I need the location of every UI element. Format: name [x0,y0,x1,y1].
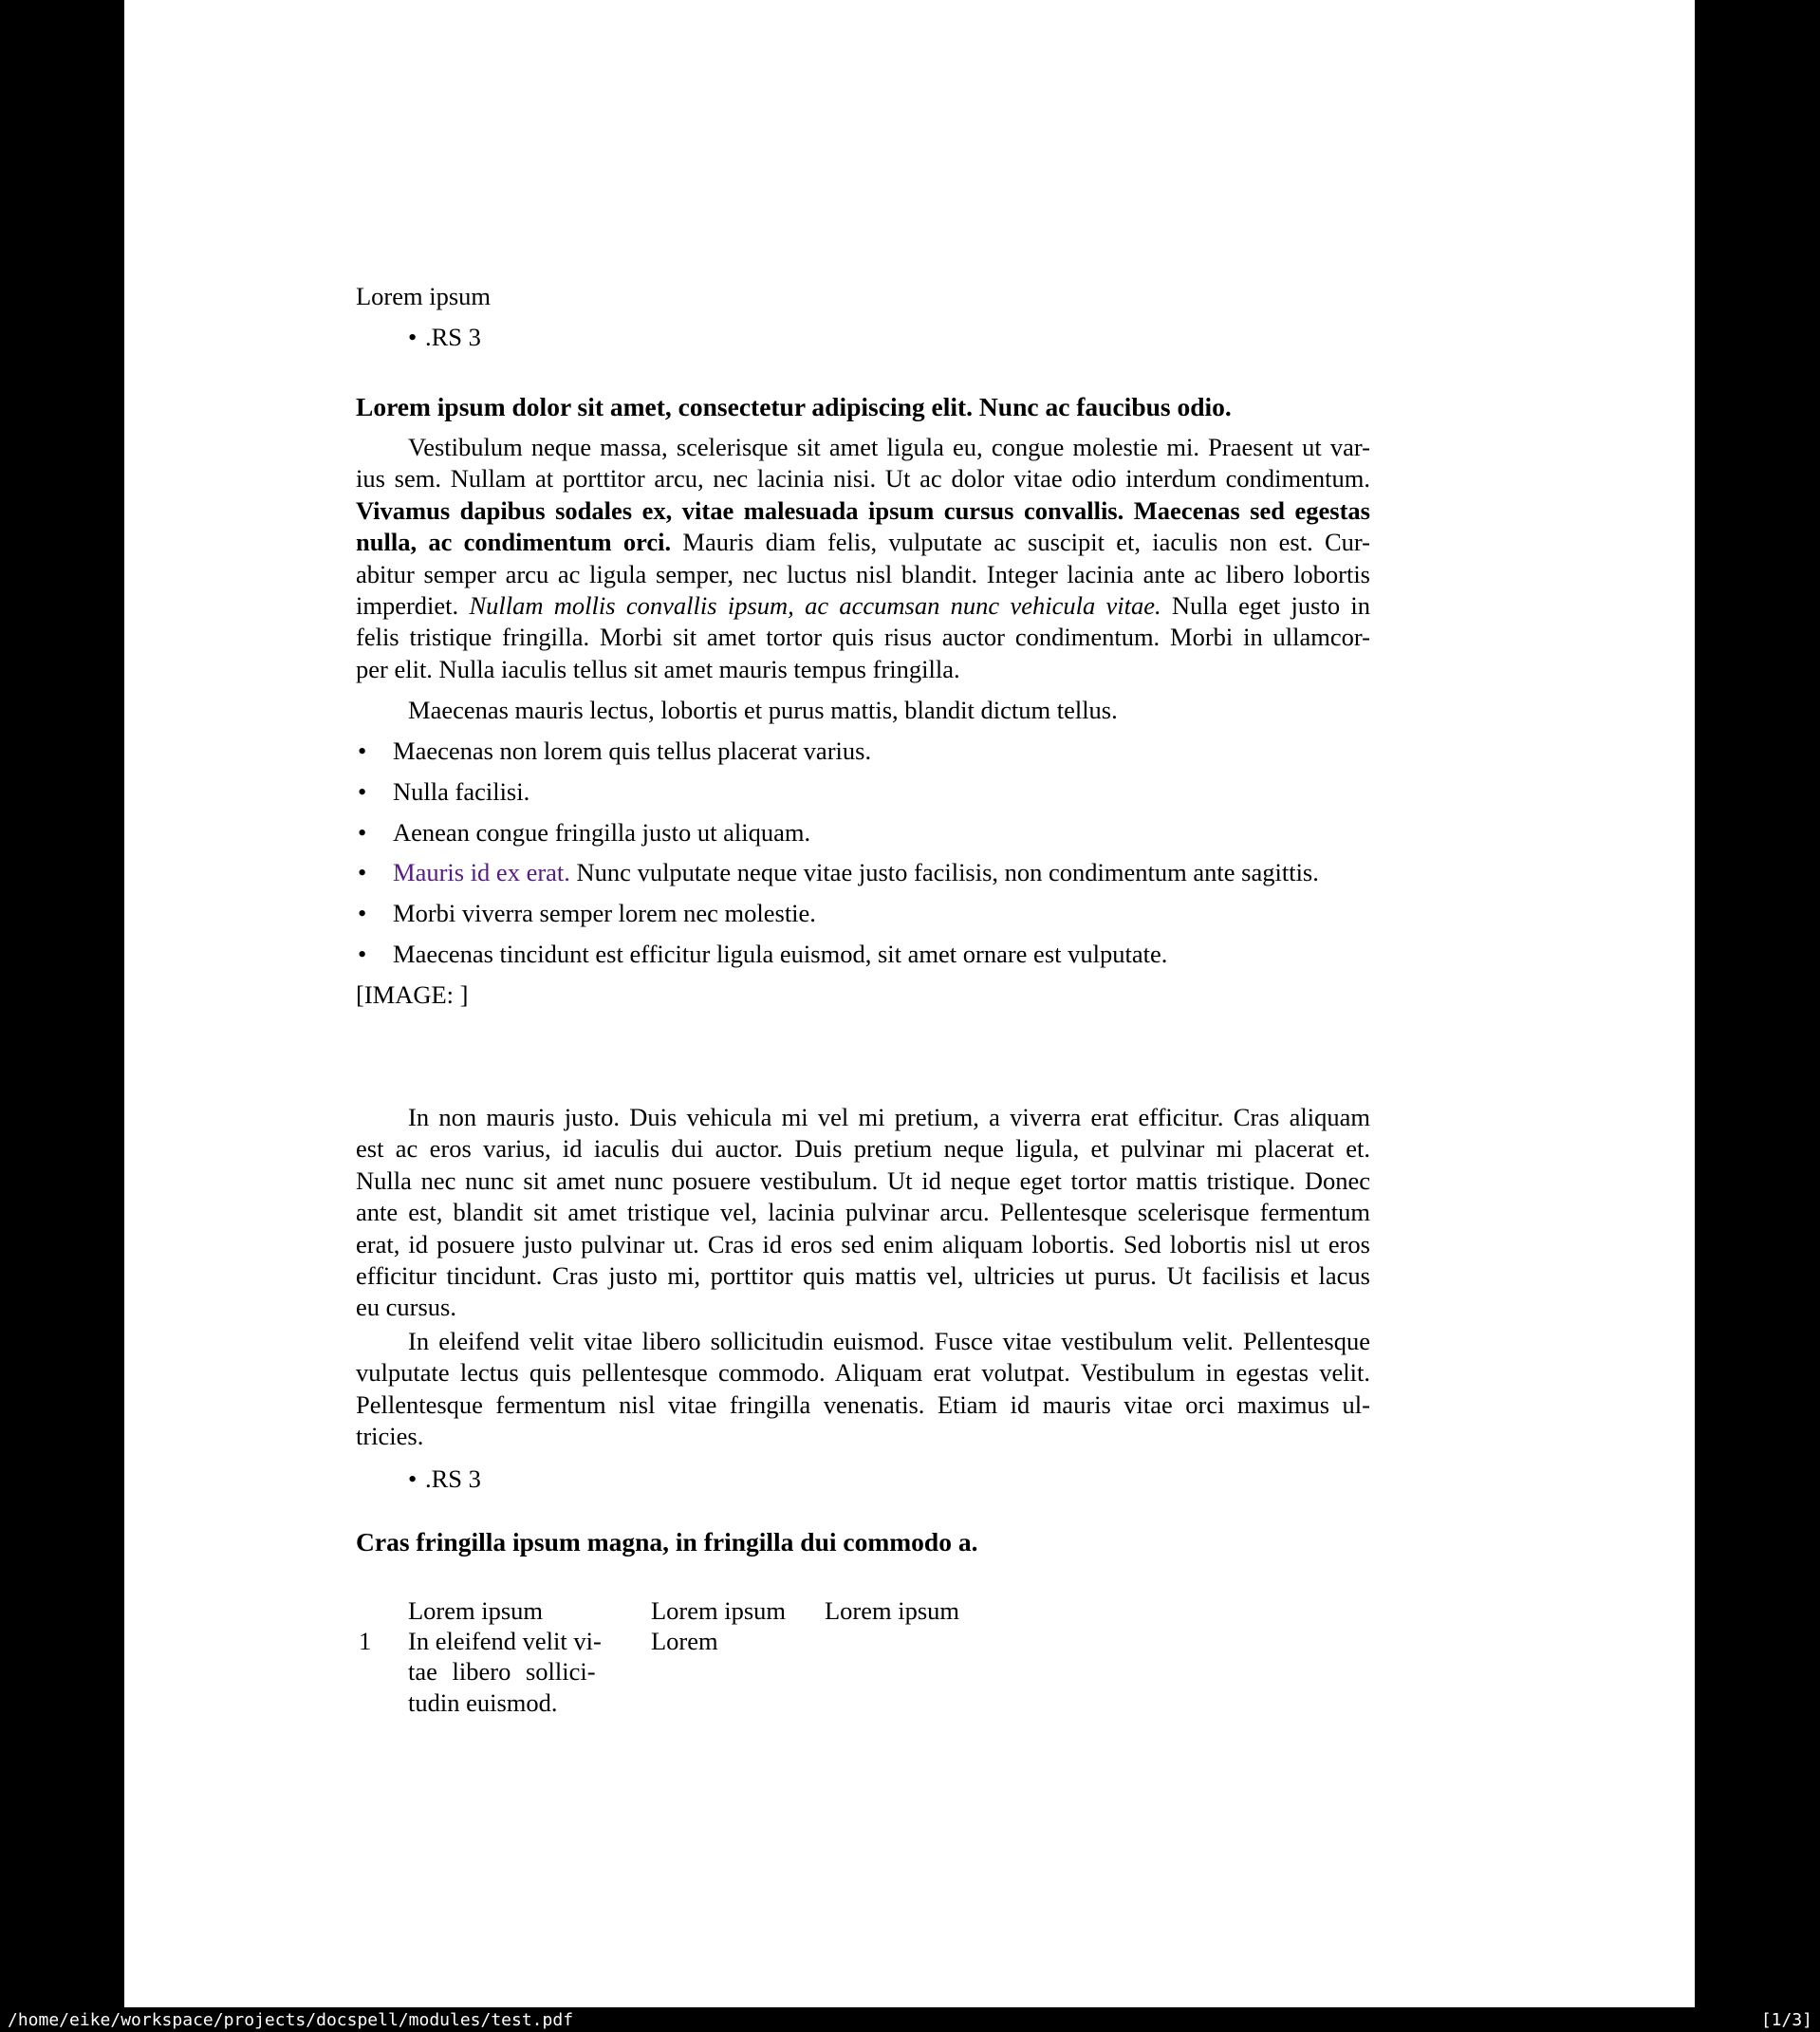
image-placeholder: [IMAGE: ] [356,980,469,1009]
list-item: • Morbi viverra semper lorem nec molestie. [358,898,816,929]
body-paragraph-3 [356,1326,1370,1453]
bullet-glyph: • [358,777,367,806]
paragraph-line: tricies. [356,1422,424,1451]
bullet-glyph: • [358,736,367,765]
paragraph-line: efficitur tincidunt. Cras justo mi, porttitor quis mattis vel, ultricies ut purus. Ut facilisis et lacus [356,1261,1370,1291]
list-item: • Aenean congue fringilla justo ut aliquam. [358,817,810,848]
rs-label: .RS 3 [425,323,481,351]
paragraph-line: per elit. Nulla iaculis tellus sit amet mauris tempus fringilla. [356,654,960,683]
list-item: • Maecenas tincidunt est efficitur ligula euismod, sit amet ornare est vulputate. [358,939,1167,970]
paragraph-line: Pellentesque fermentum nisl vitae fringilla venenatis. Etiam id mauris vitae orci maximus ul- [356,1389,1370,1419]
paragraph-line: felis tristique fringilla. Morbi sit amet tortor quis risus auctor condimentum. Morbi in ullamcor- [356,623,1370,652]
paragraph-line: vulputate lectus quis pellentesque commodo. Aliquam erat volutpat. Vestibulum in egestas velit. [356,1358,1370,1388]
paragraph-line: Nulla nec nunc sit amet nunc posuere vestibulum. Ut id neque eget tortor mattis tristique. Donec [356,1165,1370,1195]
bullet-glyph: • [358,899,367,927]
list-item: • Maecenas non lorem quis tellus placerat varius. [358,736,871,767]
status-page-indicator: [1/3] [1760,2009,1812,2030]
table-header-cell: Lorem ipsum [651,1596,787,1625]
paragraph-line: In non mauris justo. Duis vehicula mi vel mi pretium, a viverra erat efficitur. Cras aliquam [408,1103,1370,1131]
section-heading-2: Cras fringilla ipsum magna, in fringilla dui commodo a. [356,1527,978,1557]
rs-bullet-item-2 [408,1463,481,1495]
rs-label: .RS 3 [425,1464,481,1493]
paragraph-line: abitur semper arcu ac ligula semper, nec luctus nisl blandit. Integer lacinia ante ac libero lobortis [356,559,1370,588]
status-file-path: /home/eike/workspace/projects/docspell/modules/test.pdf [8,2009,574,2030]
table-cell: Lorem [651,1627,718,1655]
lead-in-line: Maecenas mauris lectus, lobortis et purus mattis, blandit dictum tellus. [408,696,1118,724]
paragraph-line: eu cursus. [356,1293,456,1322]
status-bar [0,2007,1820,2032]
pdf-page[interactable] [124,0,1695,2007]
bullet-glyph: • [408,1464,418,1493]
table-header-cell: Lorem ipsum [408,1596,544,1625]
top-label: Lorem ipsum [356,282,492,310]
paragraph-line: ante est, blandit sit amet tristique vel, lacinia pulvinar arcu. Pellentesque scelerisque fermentum [356,1198,1370,1227]
paragraph-line: Vivamus dapibus sodales ex, vitae malesuada ipsum cursus convallis. Maecenas sed egestas [356,495,1370,525]
bullet-glyph: • [358,818,367,847]
rs-bullet-item-1 [408,322,481,353]
table-cell: In eleifend velit vi- tae libero sollici- tudin euismod. [408,1627,602,1717]
paragraph-line: In eleifend velit vitae libero sollicitudin euismod. Fusce vitae vestibulum velit. Pellentesque [408,1327,1370,1355]
mauris-link[interactable]: Mauris id ex erat. [393,858,570,886]
paragraph-line: erat, id posuere justo pulvinar ut. Cras id eros sed enim aliquam lobortis. Sed lobortis nisl ut eros [356,1229,1370,1258]
list-item: • Nulla facilisi. [358,776,529,808]
bullet-glyph: • [408,323,418,351]
body-paragraph-2 [356,1102,1370,1324]
list-item: • Mauris id ex erat. Nunc vulputate neque vitae justo facilisis, non condimentum ante sagittis. [358,857,1319,888]
paragraph-line: ius sem. Nullam at porttitor arcu, nec lacinia nisi. Ut ac dolor vitae odio interdum condimentum. [356,464,1370,494]
paragraph-line: Vestibulum neque massa, scelerisque sit amet ligula eu, congue molestie mi. Praesent ut var- [408,433,1370,461]
table-row-number: 1 [359,1627,372,1655]
paragraph-line: est ac eros varius, id iaculis dui auctor. Duis pretium neque ligula, et pulvinar mi placerat et. [356,1134,1370,1164]
bullet-glyph: • [358,858,367,886]
paragraph-line: nulla, ac condimentum orci. Mauris diam felis, vulputate ac suscipit et, iaculis non est. Cur- [356,528,1370,557]
paragraph-line: imperdiet. Nullam mollis convallis ipsum, ac accumsan nunc vehicula vitae. Nulla eget justo in [356,591,1370,621]
table-header-cell: Lorem ipsum [825,1596,960,1625]
section-heading-1: Lorem ipsum dolor sit amet, consectetur adipiscing elit. Nunc ac faucibus odio. [356,392,1232,421]
body-paragraph-1 [356,432,1370,685]
bullet-glyph: • [358,940,367,968]
